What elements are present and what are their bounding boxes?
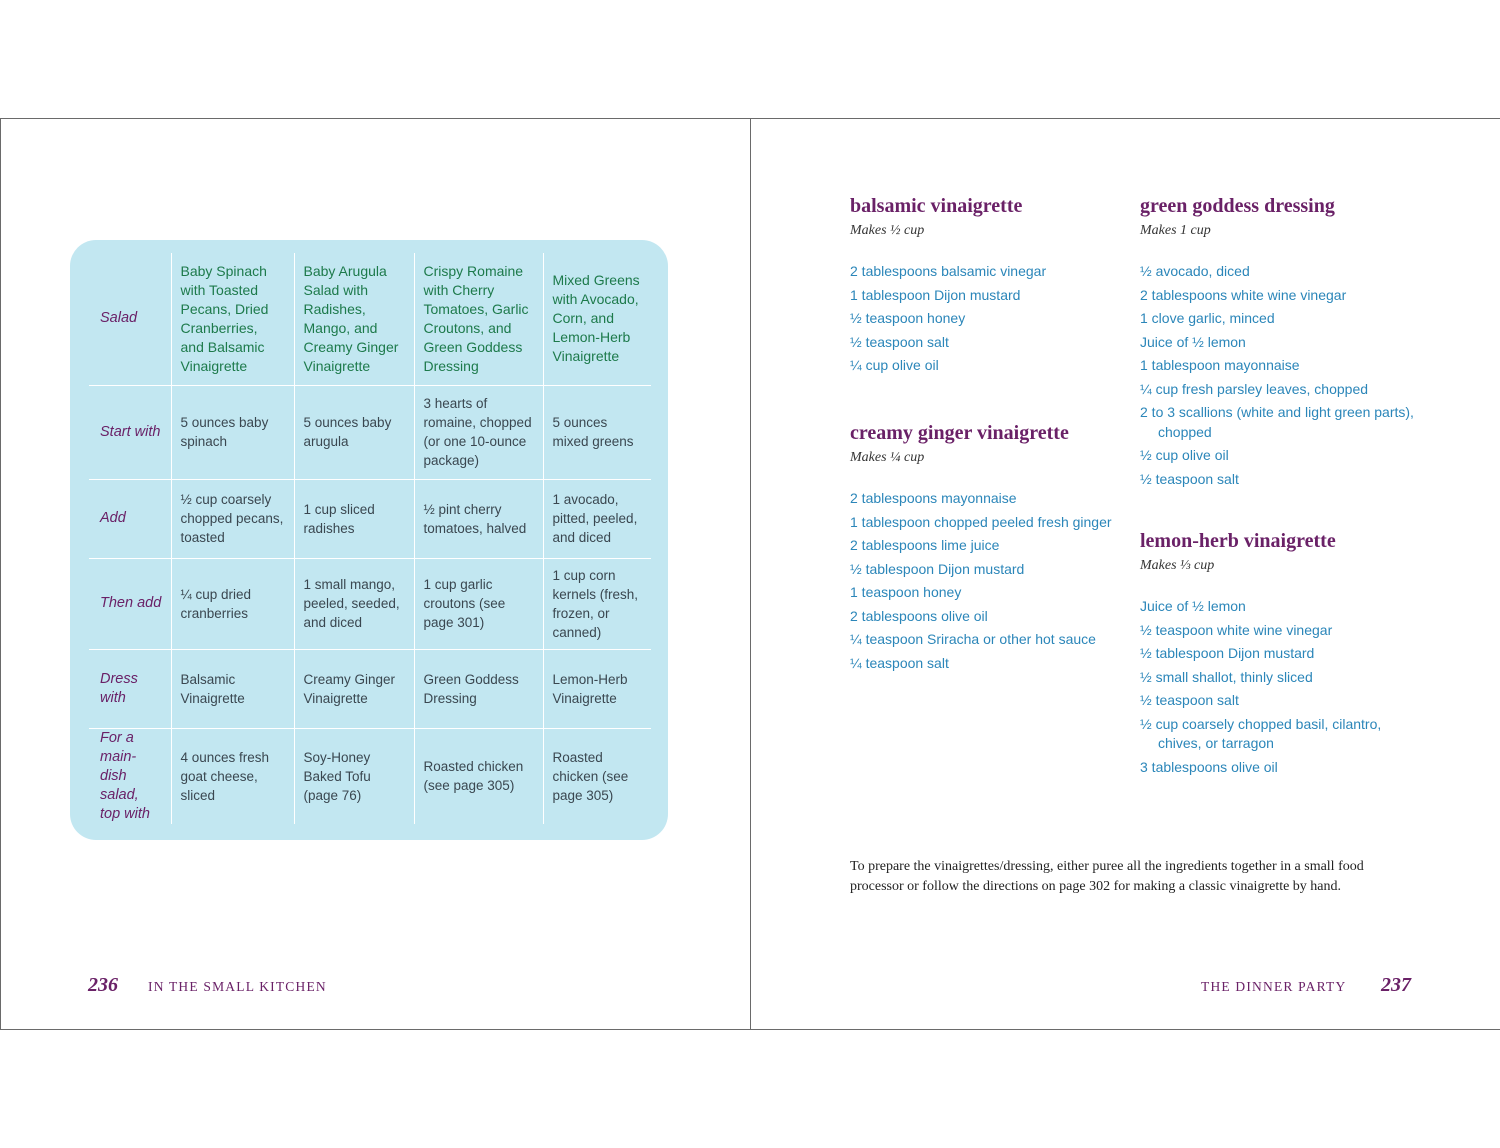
salad-name: Baby Arugula Salad with Radishes, Mango, and Creamy Ginger Vinaigrette [294, 253, 414, 385]
table-cell: Soy-Honey Baked Tofu (page 76) [294, 728, 414, 824]
table-row [89, 649, 651, 728]
table-cell: 1 cup garlic croutons (see page 301) [414, 558, 543, 649]
ingredient: ¼ teaspoon salt [850, 654, 949, 671]
table-cell: ½ cup coarsely chopped pecans, toasted [171, 479, 294, 558]
table-cell: 4 ounces fresh goat cheese, sliced [171, 728, 294, 824]
table-cell: 5 ounces mixed greens [543, 385, 651, 479]
ingredient: 2 tablespoons mayonnaise [850, 490, 1017, 506]
table-cell: 1 cup sliced radishes [294, 479, 414, 558]
row-label: Add [89, 479, 171, 558]
table-cell: 1 small mango, peeled, seeded, and diced [294, 558, 414, 649]
running-foot: THE DINNER PARTY [1201, 979, 1347, 994]
ingredient: 2 tablespoons balsamic vinegar [850, 263, 1047, 279]
right-page [750, 118, 1500, 1030]
ingredient: 2 to 3 scallions (white and light green parts), chopped [1140, 404, 1414, 440]
table-cell: Roasted chicken (see page 305) [414, 728, 543, 824]
ingredient: ½ avocado, diced [1140, 263, 1250, 279]
table-cell: Roasted chicken (see page 305) [543, 728, 651, 824]
table-cell: Lemon-Herb Vinaigrette [543, 649, 651, 728]
table-cell: Creamy Ginger Vinaigrette [294, 649, 414, 728]
salad-name: Baby Spinach with Toasted Pecans, Dried Cranberries, and Balsamic Vinaigrette [171, 253, 294, 385]
table-row [89, 479, 651, 558]
row-label: For a main-dish salad, top with [89, 728, 171, 824]
table-row [89, 728, 651, 824]
ingredient: ½ teaspoon salt [1140, 470, 1239, 487]
recipe-green-goddess-dressing [1140, 194, 1425, 493]
salad-name: Crispy Romaine with Cherry Tomatoes, Garlic Croutons, and Green Goddess Dressing [414, 253, 543, 385]
ingredient: 1 tablespoon chopped peeled fresh ginger [850, 513, 1112, 530]
ingredient: 2 tablespoons lime juice [850, 537, 1000, 553]
recipe-yield: Makes ⅓ cup [1140, 558, 1215, 573]
row-label: Start with [89, 385, 171, 479]
book-spread [0, 118, 1500, 1030]
running-foot: IN THE SMALL KITCHEN [148, 979, 327, 994]
ingredient: ¼ teaspoon Sriracha or other hot sauce [850, 631, 1096, 647]
table-cell: 1 avocado, pitted, peeled, and diced [543, 479, 651, 558]
table-cell: 1 cup corn kernels (fresh, frozen, or canned) [543, 558, 651, 649]
ingredient-list [1140, 597, 1425, 777]
ingredient: ¼ cup olive oil [850, 357, 939, 373]
recipe-title: creamy ginger vinaigrette [850, 422, 1069, 444]
recipe-title: green goddess dressing [1140, 195, 1335, 217]
ingredient: ¼ cup fresh parsley leaves, chopped [1140, 380, 1369, 397]
ingredient: ½ small shallot, thinly sliced [1140, 668, 1313, 685]
row-label: Salad [100, 310, 138, 327]
table-cell: ¼ cup dried cranberries [171, 558, 294, 649]
table-row [89, 385, 651, 479]
ingredient: 1 teaspoon honey [850, 584, 962, 600]
ingredient: ½ teaspoon salt [850, 333, 949, 350]
recipe-yield: Makes ¼ cup [850, 450, 925, 465]
left-page [0, 118, 751, 1030]
table-cell: ½ pint cherry tomatoes, halved [414, 479, 543, 558]
table-cell: 5 ounces baby spinach [171, 385, 294, 479]
recipe-creamy-ginger-vinaigrette [850, 421, 1135, 677]
row-label: Then add [89, 558, 171, 649]
page-number: 237 [1381, 974, 1411, 996]
recipe-lemon-herb-vinaigrette [1140, 529, 1425, 781]
ingredient: Juice of ½ lemon [1140, 333, 1246, 350]
ingredient: ½ tablespoon Dijon mustard [850, 560, 1025, 577]
row-label: Dress with [89, 649, 171, 728]
table-row [89, 558, 651, 649]
table-cell: 5 ounces baby arugula [294, 385, 414, 479]
ingredient: 1 tablespoon Dijon mustard [850, 286, 1021, 303]
ingredient: 1 tablespoon mayonnaise [1140, 357, 1300, 373]
ingredient: ½ tablespoon Dijon mustard [1140, 645, 1315, 661]
ingredient: 1 clove garlic, minced [1140, 310, 1275, 326]
recipe-yield: Makes 1 cup [1140, 223, 1211, 238]
preparation-note: To prepare the vinaigrettes/dressing, either puree all the ingredients together in a small food processor or follow the directions on page 302 for making a classic vinaigrette by hand. [850, 859, 1364, 894]
salad-table-card [70, 240, 668, 840]
table-cell: Green Goddess Dressing [414, 649, 543, 728]
page-number: 236 [88, 974, 118, 996]
recipe-title: lemon-herb vinaigrette [1140, 530, 1336, 552]
table-header-row [89, 253, 651, 385]
ingredient-list [850, 262, 1130, 376]
salad-combination-table [89, 253, 651, 824]
ingredient: ½ teaspoon honey [850, 310, 966, 326]
recipe-yield: Makes ½ cup [850, 223, 925, 238]
ingredient: ½ cup coarsely chopped basil, cilantro, chives, or tarragon [1140, 715, 1382, 751]
ingredient: Juice of ½ lemon [1140, 598, 1246, 614]
ingredient-list [850, 489, 1135, 673]
ingredient-list [1140, 262, 1425, 489]
recipe-title: balsamic vinaigrette [850, 195, 1023, 217]
ingredient: 2 tablespoons white wine vinegar [1140, 286, 1347, 303]
ingredient: 2 tablespoons olive oil [850, 607, 988, 624]
ingredient: ½ teaspoon salt [1140, 692, 1239, 708]
ingredient: ½ cup olive oil [1140, 447, 1229, 463]
ingredient: 3 tablespoons olive oil [1140, 758, 1278, 775]
table-cell: 3 hearts of romaine, chopped (or one 10-ounce package) [414, 385, 543, 479]
table-cell: Balsamic Vinaigrette [171, 649, 294, 728]
salad-name: Mixed Greens with Avocado, Corn, and Lemon-Herb Vinaigrette [543, 253, 651, 385]
recipe-balsamic-vinaigrette [850, 194, 1130, 380]
ingredient: ½ teaspoon white wine vinegar [1140, 621, 1333, 638]
